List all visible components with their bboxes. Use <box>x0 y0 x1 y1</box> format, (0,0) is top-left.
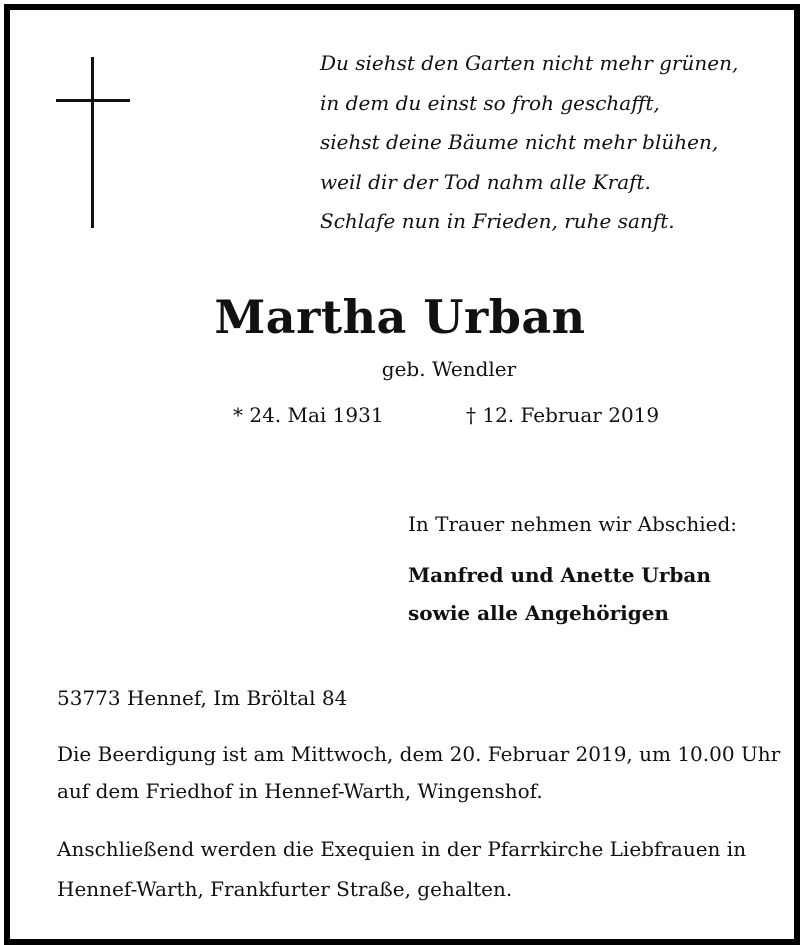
poem-line: siehst deine Bäume nicht mehr blühen, <box>320 130 719 154</box>
poem-line: in dem du einst so froh geschafft, <box>320 90 660 115</box>
exequies-info <box>57 829 757 909</box>
death-date: † 12. Februar 2019 <box>466 403 660 427</box>
funeral-line: auf dem Friedhof in Hennef-Warth, Wingenshof. <box>57 779 543 803</box>
poem-line: Du siehst den Garten nicht mehr grünen, <box>320 51 739 75</box>
poem-line: Schlafe nun in Frieden, ruhe sanft. <box>320 209 675 233</box>
deceased-name: Martha Urban <box>214 290 586 344</box>
memorial-poem <box>320 44 760 242</box>
family-address: 53773 Hennef, Im Bröltal 84 <box>57 686 348 710</box>
birth-date: * 24. Mai 1931 <box>233 403 384 427</box>
exequies-line: Hennef-Warth, Frankfurter Straße, gehalten. <box>57 877 513 901</box>
funeral-line: Die Beerdigung ist am Mittwoch, dem 20. Februar 2019, um 10.00 Uhr <box>57 742 781 766</box>
funeral-info <box>57 736 781 810</box>
mourner-line: sowie alle Angehörigen <box>408 601 669 625</box>
cross-horizontal-bar <box>56 99 130 102</box>
cross-vertical-bar <box>91 57 94 228</box>
mourning-intro: In Trauer nehmen wir Abschied: <box>408 512 738 536</box>
poem-line: weil dir der Tod nahm alle Kraft. <box>320 169 651 194</box>
mourners-list <box>408 556 711 632</box>
mourner-line: Manfred und Anette Urban <box>408 563 711 587</box>
birth-name: geb. Wendler <box>381 357 517 381</box>
exequies-line: Anschließend werden die Exequien in der Pfarrkirche Liebfrauen in <box>57 837 747 861</box>
